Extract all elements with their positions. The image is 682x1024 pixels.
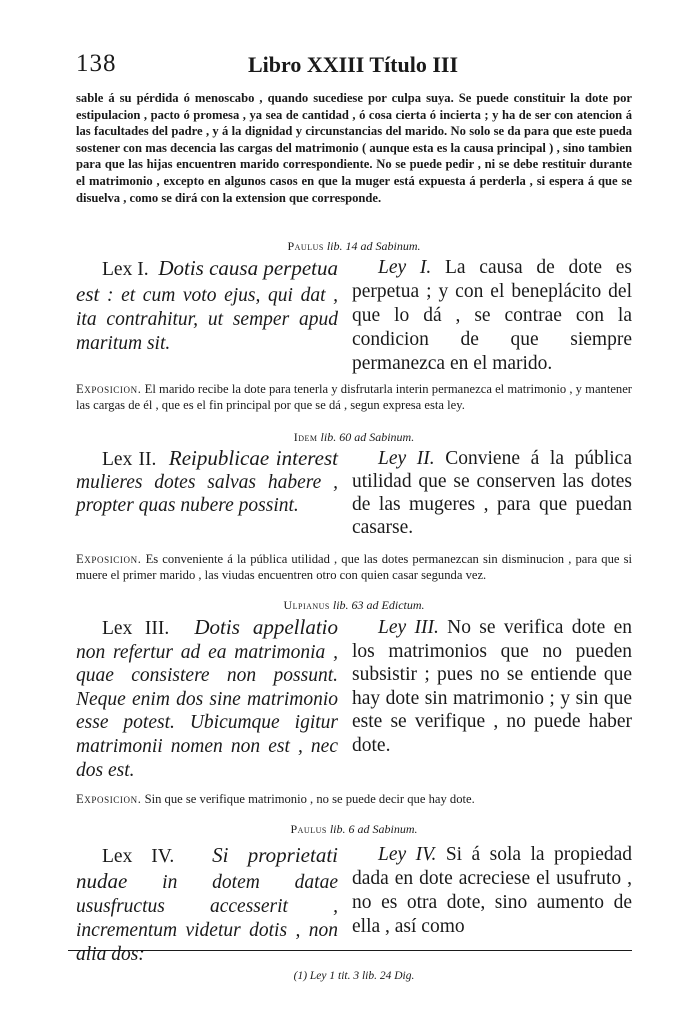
source-work: lib. 6 ad Sabinum. [329, 822, 418, 836]
latin-text [76, 256, 338, 356]
ley-text: La causa de dote es perpetua ; y con el beneplácito del que lo dá , se contrae con la condicion de que siempre permanezca en el marido. [352, 257, 633, 374]
source-author: Paulus [290, 822, 327, 836]
exposition-text: El marido recibe la dote para tenerla y disfrutarla interin permanezca el matrimonio , y mantener las cargas de él , que es el fin principal por que se dá , segun expresa esta ley. [76, 382, 632, 413]
latin-text [76, 616, 338, 782]
law-source-2 [76, 430, 632, 445]
exposition-2 [76, 551, 632, 583]
latin-text [76, 447, 338, 517]
footnote-rule [68, 950, 632, 951]
source-author: Paulus [287, 239, 324, 253]
spanish-text [352, 616, 632, 758]
spanish-text [352, 843, 632, 939]
ley-label: Ley I. [378, 257, 432, 278]
lex-text: mulieres dotes salvas habere , propter quas nubere possint. [76, 472, 338, 516]
ley-text: No se verifica dote en los matrimonios que no pueden subsistir ; pues no se entiende que hay dote sin matrimonio ; y sin que este se verifique , no puede haber dote. [352, 617, 632, 756]
exposition-text: Sin que se verifique matrimonio , no se puede decir que hay dote. [141, 792, 475, 806]
lex-label: Lex II. [102, 449, 157, 470]
source-author: Idem [293, 430, 318, 444]
lex-incipit: Reipublicae interest [168, 446, 338, 470]
ley-text: Si á sola la propiedad dada en dote acreciese el usufruto , no es otra dote, sino aumento de ella , así como [352, 844, 633, 937]
law-block-2 [76, 447, 632, 543]
lex-incipit: Dotis appellatio [194, 615, 338, 639]
lex-text: : et cum voto ejus, qui dat , ita contrahitur, ut semper apud maritum sit. [76, 285, 338, 354]
page-number: 138 [76, 50, 117, 77]
lex-text: in dotem datae ususfructus accesserit , incrementum videtur dotis , non alia dos: [76, 872, 338, 965]
exposition-3 [76, 791, 632, 807]
ley-label: Ley III. [378, 617, 439, 638]
ley-label: Ley IV. [378, 844, 437, 865]
lex-label: Lex I. [102, 259, 149, 280]
lex-incipit: Dotis causa perpetua est [76, 256, 339, 306]
spanish-text [352, 447, 632, 539]
exposition-text: Es conveniente á la pública utilidad , que las dotes permanezcan sin disminucion , para que si muere el primer marido , las viudas encuentren otro con quien casar segunda vez. [76, 552, 632, 583]
spanish-text [352, 256, 632, 376]
lex-text: non refertur ad ea matrimonia , quae consistere non possunt. Neque enim dos sine matrimonio esse potest. Ubicumque igitur matrimonii nomen non est , nec dos est. [76, 641, 338, 781]
law-block-3 [76, 616, 632, 784]
law-source-4 [76, 822, 632, 837]
page-header [76, 50, 630, 84]
source-work: lib. 63 ad Edictum. [332, 598, 425, 612]
source-work: lib. 14 ad Sabinum. [326, 239, 421, 253]
exposition-1 [76, 381, 632, 413]
law-source-3 [76, 598, 632, 613]
lex-incipit: Si proprietati nudae [76, 843, 338, 893]
running-head: Libro XXIII Título III [247, 52, 459, 77]
exposition-label: Exposicion. [76, 382, 142, 396]
source-author: Ulpianus [283, 598, 330, 612]
latin-text [76, 843, 338, 967]
law-source-1 [76, 239, 632, 254]
lex-label: Lex IV. [102, 846, 175, 867]
lex-label: Lex III. [102, 618, 170, 639]
exposition-label: Exposicion. [76, 552, 142, 566]
law-block-1 [76, 256, 632, 374]
intro-paragraph: sable á su pérdida ó menoscabo , quando sucediese por culpa suya. Se puede constituir la dote por estipulacion , pacto ó promesa , ya sea de cantidad , ó cosa cierta ó incierta ; y ha de ser con atencion á las facultades del padre , y á la dignidad y circunstancias del marido. No solo se da para que este pueda sostener con mas decencia las cargas del matrimonio ( aunque esta es la causa principal ) , sino tambien para que las hijas encuentren marido correspondiente. No se puede pedir , ni se debe restituir durante el matrimonio , excepto en algunos casos en que la muger está expuesta á perderla , si espera á que se disuelva , como se dirá con la extension que corresponde. [76, 91, 632, 205]
ley-label: Ley II. [378, 448, 435, 469]
exposition-label: Exposicion. [76, 792, 142, 806]
ley-text: Conviene á la pública utilidad que se conserven las dotes de las mugeres , para que puedan casarse. [352, 448, 632, 538]
law-block-4 [76, 843, 633, 965]
source-work: lib. 60 ad Sabinum. [320, 430, 415, 444]
footnote: (1) Ley 1 tit. 3 lib. 24 Dig. [293, 970, 415, 982]
